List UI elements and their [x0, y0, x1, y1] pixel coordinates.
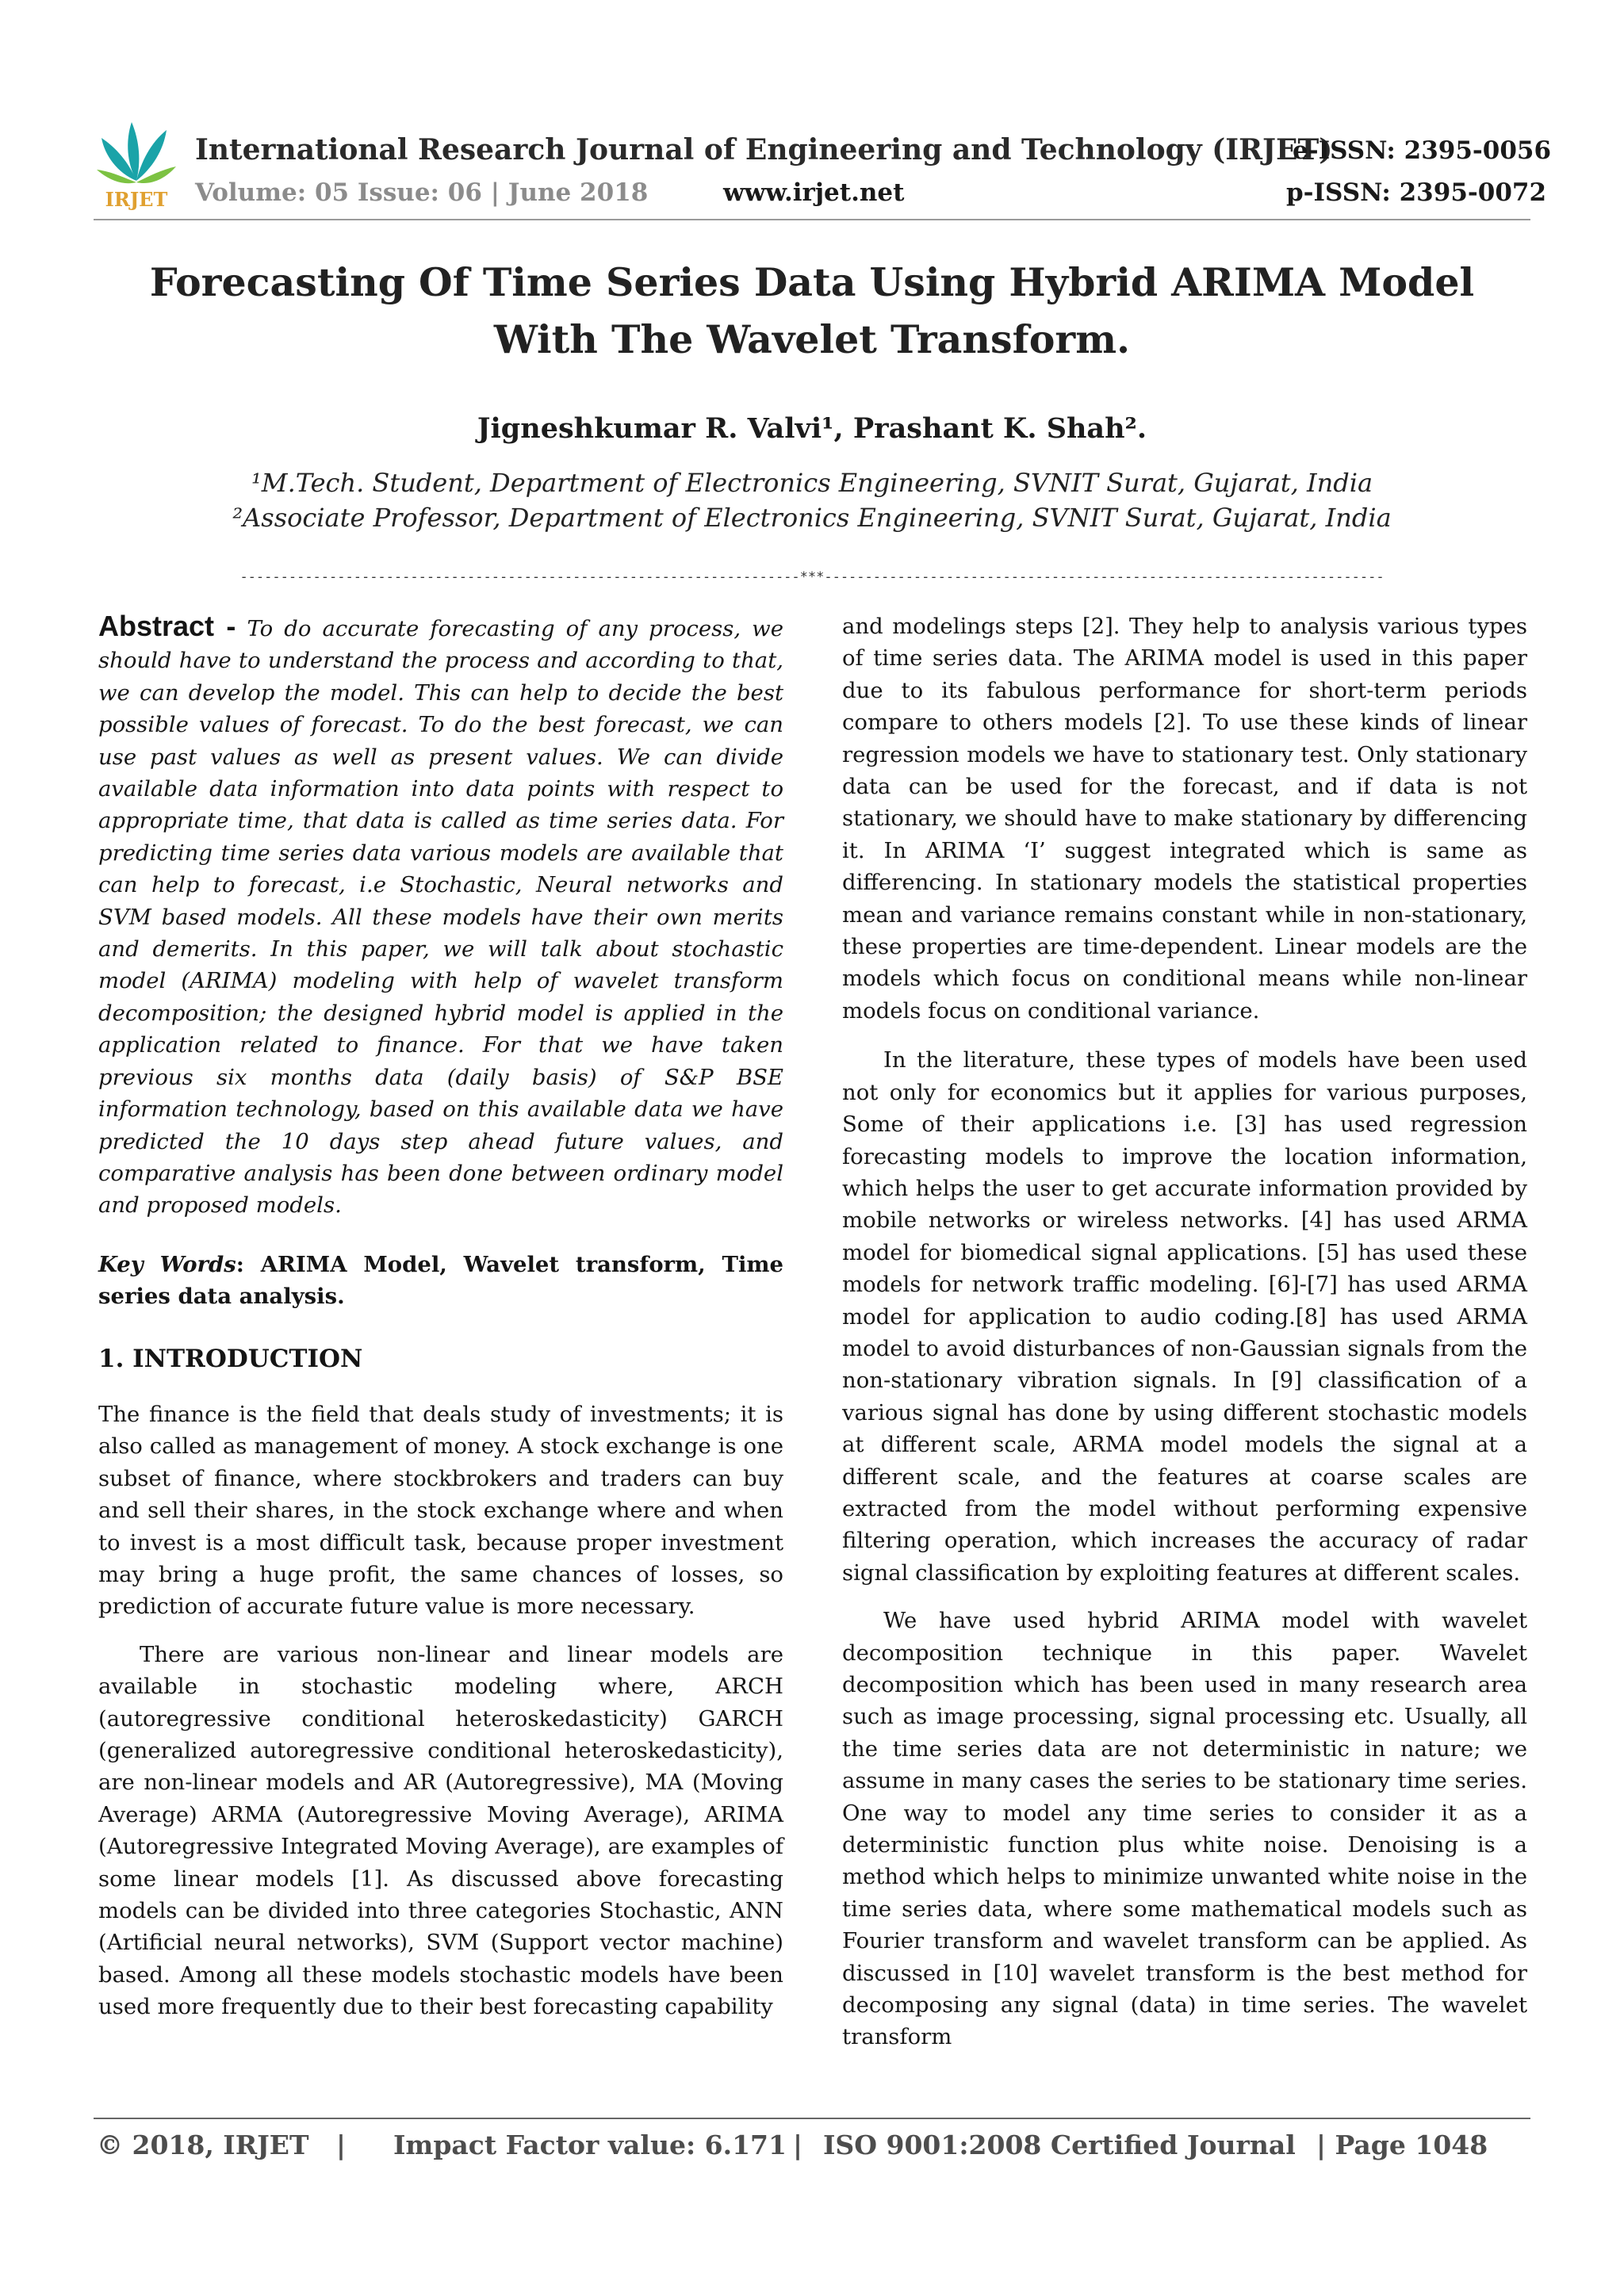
affiliation-2: ²Associate Professor, Department of Electronics Engineering, SVNIT Surat, Gujarat, India: [232, 503, 1392, 533]
abstract-text: To do accurate forecasting of any process, we should have to understand the process and according to that, we can develop the model. This can help to decide the best possible values of forecast. To do the best forecast, we can use past values as well as present values. We can divide available data information into data points with respect to appropriate time, that data is called as time series data. For predicting time series data various models are available that can help to forecast, i.e Stochastic, Neural networks and SVM based models. All these models have their own merits and demerits. In this paper, we will talk about stochastic model (ARIMA) modeling with help of wavelet transform decomposition; the designed hybrid model is applied in the application related to finance. For that we have taken previous six months data (daily basis) of S&P BSE information technology, based on this available data we have predicted the 10 days step ahead future values, and comparative analysis has been done between ordinary model and proposed models.: [98, 616, 783, 1219]
left-paragraph-2: There are various non-linear and linear models are available in stochastic modeling where, ARCH (autoregressive conditional heteroskedasticity) GARCH (generalized autoregressive conditional heteroskedasticity), are non-linear models and AR (Autoregressive), MA (Moving Average) ARMA (Autoregressive Moving Average), ARIMA (Autoregressive Integrated Moving Average), are examples of some linear models [1]. As discussed above forecasting models can be divided into three categories Stochastic, ANN (Artificial neural networks), SVM (Support vector machine) based. Among all these models stochastic models have been used more frequently due to their best forecasting capability: [98, 1641, 783, 2020]
keywords: [98, 1249, 783, 1313]
footer-divider: [94, 2118, 1530, 2119]
logo-text: IRJET: [105, 188, 168, 211]
keywords-text: : ARIMA Model, Wavelet transform, Time series data analysis.: [98, 1251, 784, 1310]
journal-title: International Research Journal of Engineering and Technology (IRJET): [195, 133, 1333, 166]
footer-impact-factor: Impact Factor value: 6.171: [393, 2130, 787, 2160]
footer-copyright: © 2018, IRJET: [97, 2130, 309, 2160]
left-column: [98, 610, 783, 2039]
right-column: [842, 610, 1527, 2069]
right-paragraph-2: In the literature, these types of models have been used not only for economics but it applies for various purposes, Some of their applications i.e. [3] has used regression forecasting models to improve the location information, which helps the user to get accurate information provided by mobile networks or wireless networks. [4] has used ARMA model for biomedical signal applications. [5] has used these models for network traffic modeling. [6]-[7] has used ARMA model for application to audio coding.[8] has used ARMA model to avoid disturbances of non-Gaussian signals from the non-stationary vibration signals. In [9] classification of a various signal has done by using different stochastic models at different scale, ARMA model models the signal at a different scale, and the features at coarse scales are extracted from the model without performing expensive filtering operation, which increases the accuracy of radar signal classification by exploiting features at different scales.: [842, 1047, 1527, 1586]
section-separator: ---------------------------------------------------------------------***---------------------------------------------------------------------: [239, 569, 1385, 585]
right-paragraph-1: and modelings steps [2]. They help to analysis various types of time series data. The ARIMA model is used in this paper due to its fabulous performance for short-term periods compare to others models [2]. To use these kinds of linear regression models we have to stationary test. Only stationary data can be used for the forecast, and if data is not stationary, we should have to make stationary by differencing it. In ARIMA ‘I’ suggest integrated which is same as differencing. In stationary models the statistical properties mean and variance remains constant while in non-stationary, these properties are time-dependent. Linear models are the models which focus on conditional means while non-linear models focus on conditional variance.: [842, 614, 1527, 1024]
header-divider: [94, 219, 1530, 220]
keywords-label: Key Words: [98, 1251, 236, 1277]
footer-iso: ISO 9001:2008 Certified Journal: [823, 2130, 1296, 2160]
affiliation-1: ¹M.Tech. Student, Department of Electronics Engineering, SVNIT Surat, Gujarat, India: [251, 468, 1373, 498]
footer-separator: |: [793, 2130, 803, 2160]
volume-issue: Volume: 05 Issue: 06 | June 2018: [195, 178, 649, 207]
left-paragraph-1: The finance is the field that deals study of investments; it is also called as management of money. A stock exchange is one subset of finance, where stockbrokers and traders can buy and sell their shares, in the stock exchange where and when to invest is a most difficult task, because proper investment may bring a huge profit, the same chances of losses, so prediction of accurate future value is more necessary.: [98, 1401, 783, 1620]
paper-title: Forecasting Of Time Series Data Using Hybrid ARIMA Model With The Wavelet Transform.: [149, 259, 1475, 362]
journal-website-link[interactable]: www.irjet.net: [723, 178, 905, 207]
footer-separator: |: [336, 2130, 347, 2160]
irjet-logo: [94, 117, 179, 211]
e-issn: e-ISSN: 2395-0056: [1293, 136, 1552, 165]
footer-page-number: | Page 1048: [1316, 2130, 1488, 2160]
p-issn: p-ISSN: 2395-0072: [1286, 178, 1547, 207]
authors: Jigneshkumar R. Valvi¹, Prashant K. Shah².: [477, 412, 1147, 445]
right-paragraph-3: We have used hybrid ARIMA model with wavelet decomposition technique in this paper. Wavelet decomposition which has been used in many research area such as image processing, signal processing etc. Usually, all the time series data are not deterministic in nature; we assume in many cases the series to be stationary time series. One way to model any time series to consider it as a deterministic function plus white noise. Denoising is a method which helps to minimize unwanted white noise in the time series data, where some mathematical models such as Fourier transform and wavelet transform can be applied. As discussed in [10] wavelet transform is the best method for decomposing any signal (data) in time series. The wavelet transform: [842, 1608, 1527, 2050]
abstract: [98, 610, 783, 1222]
abstract-label: Abstract -: [98, 610, 236, 642]
section-heading-introduction: 1. INTRODUCTION: [98, 1344, 363, 1373]
